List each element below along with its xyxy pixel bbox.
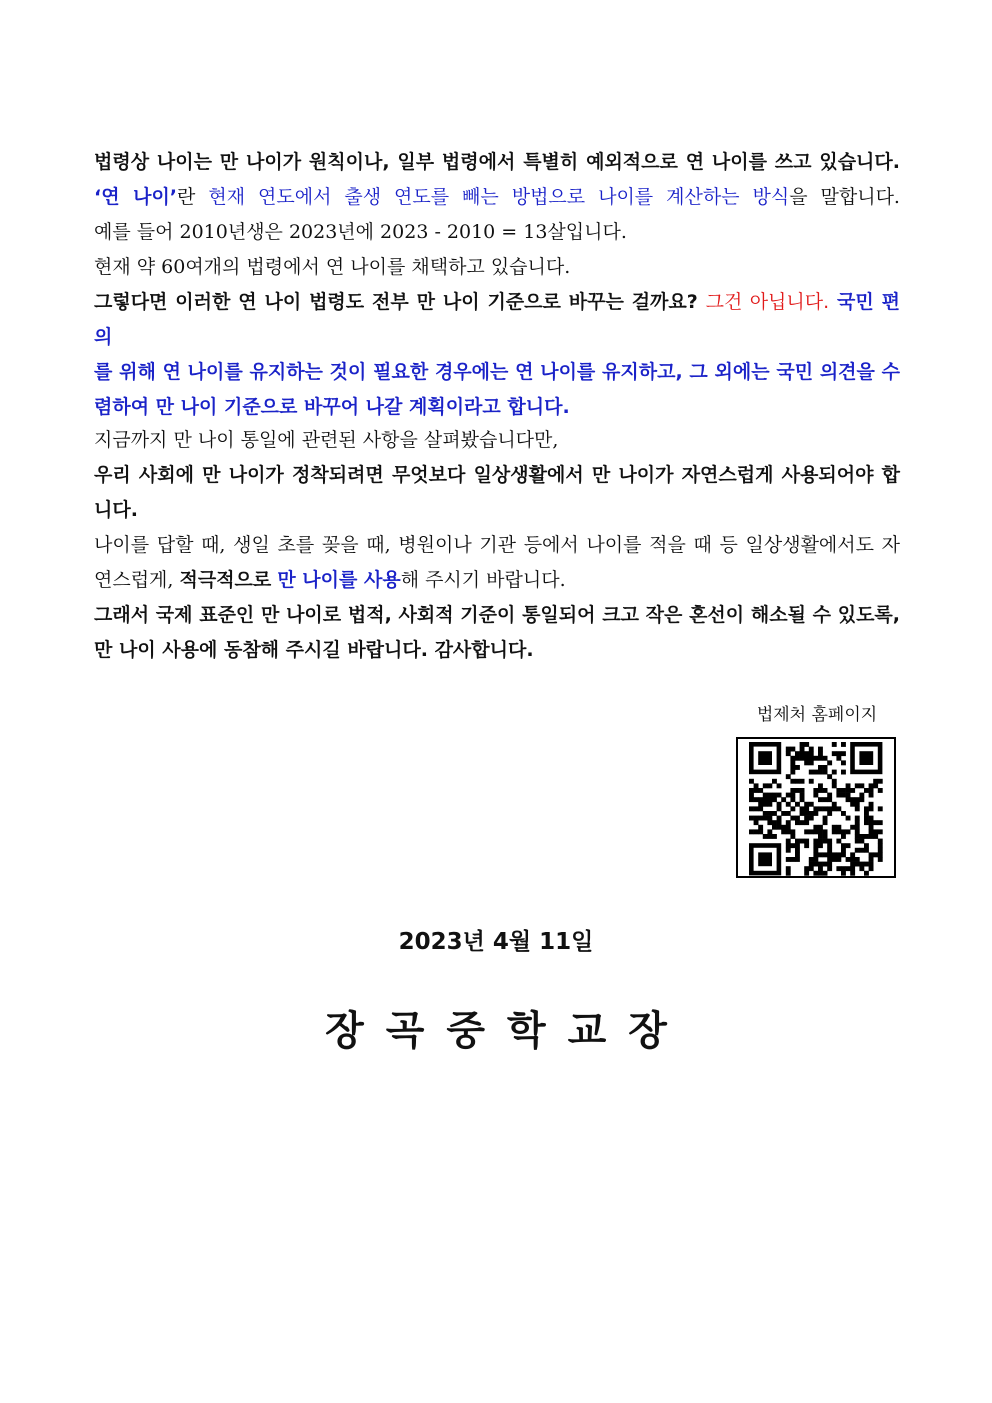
text-line: 를 위해 연 나이를 유지하는 것이 필요한 경우에는 연 나이를 유지하고, 그 외에는 국민 의견을 수 xyxy=(94,361,900,383)
text-line: 연스럽게, 적극적으로 만 나이를 사용해 주시기 바랍니다. xyxy=(94,569,566,591)
text-line: 렴하여 만 나이 기준으로 바꾸어 나갈 계획이라고 합니다. xyxy=(94,396,570,418)
qr-code-graphic xyxy=(738,739,894,876)
text-line: 법령상 나이는 만 나이가 원칙이나, 일부 법령에서 특별히 예외적으로 연 나이를 쓰고 있습니다. xyxy=(94,151,900,173)
text-line: 예를 들어 2010년생은 2023년에 2023 - 2010 = 13살입니다. xyxy=(94,221,627,243)
text-line: 니다. xyxy=(94,499,138,521)
paragraph-legal-age xyxy=(94,145,900,425)
text-line: ‘연 나이’란 현재 연도에서 출생 연도를 빼는 방법으로 나이를 계산하는 방식을 말합니다. xyxy=(94,186,900,208)
text-line: 그렇다면 이러한 연 나이 법령도 전부 만 나이 기준으로 바꾸는 걸까요? 그건 아닙니다. 국민 편의 xyxy=(94,291,900,348)
qr-code-icon[interactable] xyxy=(736,737,896,878)
qr-label: 법제처 홈페이지 xyxy=(756,705,878,725)
highlight-no: 그건 아닙니다. xyxy=(705,291,830,313)
text-line: 나이를 답할 때, 생일 초를 꽂을 때, 병원이나 기관 등에서 나이를 적을 때 등 일상생활에서도 자 xyxy=(94,534,900,556)
paragraph-daily-use xyxy=(94,423,900,668)
text-line: 지금까지 만 나이 통일에 관련된 사항을 살펴봤습니다만, xyxy=(94,429,559,451)
highlight-definition: 현재 연도에서 출생 연도를 빼는 방법으로 나이를 계산하는 방식 xyxy=(208,186,790,208)
highlight-plan: 국민 편의 xyxy=(94,291,900,348)
document-date: 2023년 4월 11일 xyxy=(398,929,594,955)
text-line: 현재 약 60여개의 법령에서 연 나이를 채택하고 있습니다. xyxy=(94,256,571,278)
highlight-use-age: 만 나이를 사용 xyxy=(277,569,401,591)
text-line: 우리 사회에 만 나이가 정착되려면 무엇보다 일상생활에서 만 나이가 자연스럽게 사용되어야 합 xyxy=(94,464,900,486)
highlight-term: ‘연 나이’ xyxy=(94,186,178,208)
signer-title: 장곡중학교장 xyxy=(325,1008,689,1054)
highlight-actively: 적극적으로 xyxy=(179,569,272,591)
text-line: 만 나이 사용에 동참해 주시길 바랍니다. 감사합니다. xyxy=(94,639,534,661)
text-line: 그래서 국제 표준인 만 나이로 법적, 사회적 기준이 통일되어 크고 작은 혼선이 해소될 수 있도록, xyxy=(94,604,900,626)
